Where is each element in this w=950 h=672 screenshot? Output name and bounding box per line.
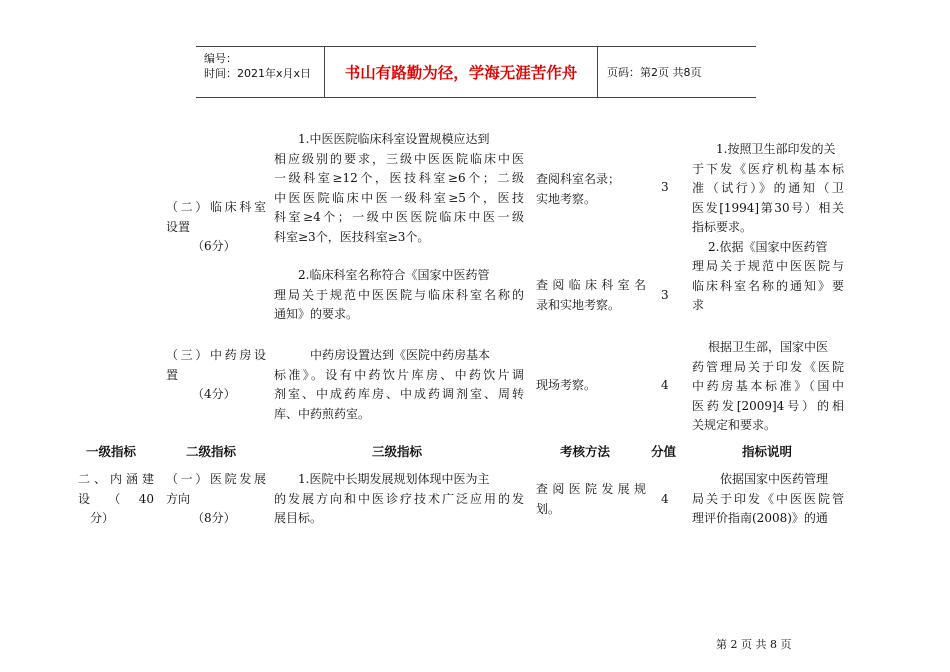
header-motto: 书山有路勤为径，学海无涯苦作舟 bbox=[325, 47, 598, 97]
method-development-plan: 查阅医院发展规 划。 bbox=[536, 482, 646, 516]
note-pharmacy: 根据卫生部，国家中医 药管理局关于印发《医院 中药房基本标准》（国中 医药发[2009]4号）的相 关规定和要求。 bbox=[692, 340, 844, 432]
score-development-plan: 4 bbox=[661, 492, 669, 506]
header-method: 考核方法 bbox=[560, 444, 611, 459]
level1-connotation-construction: 二、内涵建 设（40 分） bbox=[78, 472, 154, 525]
header-note: 指标说明 bbox=[742, 444, 793, 459]
level3-item-development-plan: 1.医院中长期发展规划体现中医为主 的发展方向和中医诊疗技术广泛应用的发 展目标。 bbox=[274, 472, 524, 525]
page-footer: 第 2 页 共 8 页 bbox=[716, 638, 792, 651]
score-department-naming: 3 bbox=[661, 288, 669, 302]
header-page-label: 页码：第2页 共8页 bbox=[607, 66, 702, 79]
level3-item-department-scale: 1.中医医院临床科室设置规模应达到 相应级别的要求，三级中医医院临床中医 一级科室≥12个，医技科室≥6个；二级 中医医院临床中医一级科室≥5个，医技 科室≥4个；一级中医医院临床中医一级 科室≥3个，医技科室≥3个。 bbox=[274, 132, 524, 244]
level2-development-direction: （一）医院发展 方向 （8分） bbox=[166, 472, 266, 525]
header-score: 分值 bbox=[651, 444, 677, 459]
note-development-plan: 依据国家中医药管理 局关于印发《中医医院管 理评价指南(2008)》的通 bbox=[692, 472, 844, 525]
score-pharmacy: 4 bbox=[661, 378, 669, 392]
level2-clinical-departments: （二）临床科室 设置 （6分） bbox=[166, 200, 266, 253]
method-department-naming: 查阅临床科室名 录和实地考察。 bbox=[536, 278, 646, 312]
method-pharmacy: 现场考察。 bbox=[536, 378, 597, 392]
header-level1: 一级指标 bbox=[86, 444, 137, 459]
level3-item-department-naming: 2.临床科室名称符合《国家中医药管 理局关于规范中医医院与临床科室名称的 通知》的要求。 bbox=[274, 268, 524, 321]
level2-pharmacy: （三）中药房设 置 （4分） bbox=[166, 348, 266, 401]
document-number-label: 编号： bbox=[204, 52, 237, 65]
header-level3: 三级指标 bbox=[372, 444, 423, 459]
header-meta bbox=[196, 47, 325, 97]
method-department-scale: 查阅科室名录； 实地考察。 bbox=[536, 172, 621, 206]
document-time-label: 时间：2021年x月x日 bbox=[204, 67, 312, 80]
header-level2: 二级指标 bbox=[186, 444, 237, 459]
level3-item-pharmacy: 中药房设置达到《医院中药房基本 标准》。设有中药饮片库房、中药饮片调 剂室、中成药库房、中成药调剂室、周转 库、中药煎药室。 bbox=[274, 348, 524, 421]
page-header bbox=[196, 46, 756, 98]
score-department-scale: 3 bbox=[661, 180, 669, 194]
note-clinical-departments: 1.按照卫生部印发的关 于下发《医疗机构基本标 准（试行）》的通知（卫 医发[1994]第30号）相关 指标要求。 2.依据《国家中医药管 理局关于规范中医医院与 临床科室名称的通知》要 求 bbox=[692, 142, 844, 312]
